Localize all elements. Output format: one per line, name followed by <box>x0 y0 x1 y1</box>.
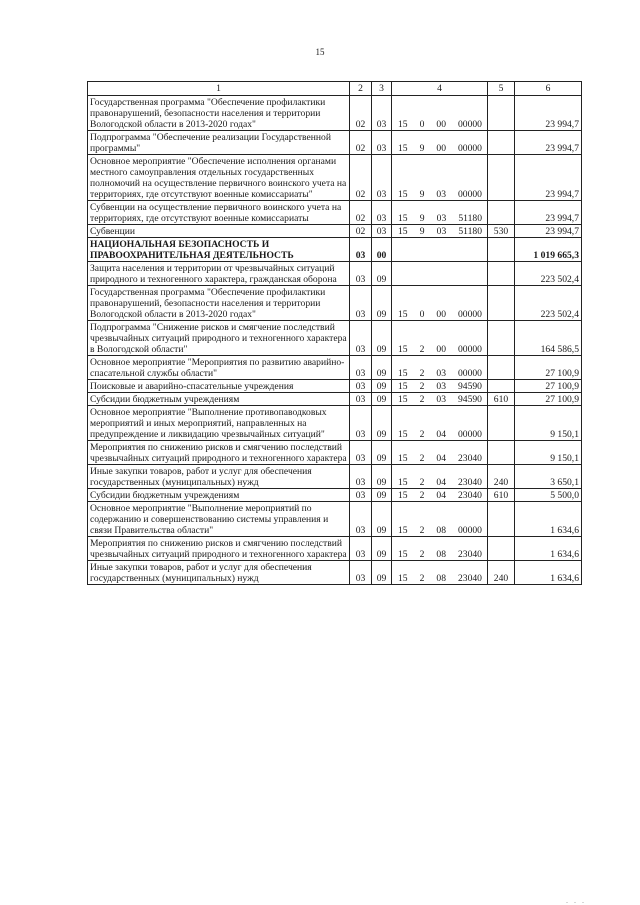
target-article-part: 03 <box>436 394 446 405</box>
expense-type-cell <box>488 96 515 131</box>
amount-cell: 223 502,4 <box>515 262 582 286</box>
target-article-cell <box>392 489 488 502</box>
row-name-cell: Государственная программа "Обеспечение профилактики правонарушений, безопасности населения и территории Вологодской области в 2013-2020 годах" <box>88 286 350 321</box>
table-row <box>88 561 582 585</box>
table-row <box>88 393 582 406</box>
amount-cell: 1 634,6 <box>515 537 582 561</box>
target-article-cell <box>392 201 488 225</box>
expense-type-cell <box>488 441 515 465</box>
target-article-part: 08 <box>436 549 446 560</box>
target-article-part: 00 <box>436 119 446 130</box>
row-name-cell: Основное мероприятие "Выполнение противопаводковых мероприятий и иных мероприятий, направленных на предупреждение и ликвидацию чрезвычайных ситуаций" <box>88 406 350 441</box>
target-article-part: 94590 <box>457 381 482 392</box>
subsection-code-cell: 09 <box>372 489 392 502</box>
target-article-part: 03 <box>436 226 447 237</box>
target-article-cell <box>392 262 488 286</box>
target-article-part: 04 <box>436 477 446 488</box>
expense-type-cell: 240 <box>488 465 515 489</box>
target-article-part: 00 <box>436 344 446 355</box>
scan-artifact: . . . <box>566 896 586 905</box>
target-article-part: 03 <box>436 189 446 200</box>
target-article-part: 9 <box>419 226 425 237</box>
target-article-part: 15 <box>398 525 408 536</box>
target-article-cell <box>392 96 488 131</box>
amount-cell: 27 100,9 <box>515 380 582 393</box>
target-article-cell <box>392 225 488 238</box>
expense-type-cell <box>488 537 515 561</box>
subsection-code-cell: 09 <box>372 380 392 393</box>
target-article-part: 2 <box>419 549 425 560</box>
table-row <box>88 225 582 238</box>
subsection-code-cell: 09 <box>372 502 392 537</box>
target-article-part: 23040 <box>457 453 482 464</box>
section-code-cell: 03 <box>350 393 372 406</box>
table-row <box>88 356 582 380</box>
expense-type-cell <box>488 131 515 155</box>
row-name-cell: Иные закупки товаров, работ и услуг для обеспечения государственных (муниципальных) нужд <box>88 561 350 585</box>
table-row <box>88 238 582 262</box>
expense-type-cell <box>488 406 515 441</box>
target-article-part: 2 <box>419 453 425 464</box>
target-article-part: 23040 <box>457 549 482 560</box>
target-article-part: 00 <box>436 143 446 154</box>
section-code-cell: 03 <box>350 356 372 380</box>
target-article-part: 51180 <box>458 226 482 237</box>
target-article-part: 2 <box>419 344 425 355</box>
expense-type-cell <box>488 286 515 321</box>
target-article-part: 15 <box>398 453 408 464</box>
row-name-cell: Мероприятия по снижению рисков и смягчению последствий чрезвычайных ситуаций природного и техногенного характера <box>88 537 350 561</box>
target-article-part: 2 <box>419 477 425 488</box>
target-article-part: 23040 <box>457 573 482 584</box>
target-article-part: 15 <box>398 143 408 154</box>
expense-type-cell <box>488 356 515 380</box>
subsection-code-cell: 03 <box>372 155 392 201</box>
target-article-part: 15 <box>398 381 408 392</box>
section-code-cell: 03 <box>350 561 372 585</box>
target-article-part: 15 <box>398 429 408 440</box>
row-name-cell: Мероприятия по снижению рисков и смягчению последствий чрезвычайных ситуаций природного и техногенного характера <box>88 441 350 465</box>
target-article-part: 00000 <box>457 368 482 379</box>
target-article-part: 2 <box>419 573 425 584</box>
target-article-part: 9 <box>419 143 425 154</box>
table-row <box>88 96 582 131</box>
target-article-part: 23040 <box>457 490 482 501</box>
section-code-cell: 03 <box>350 537 372 561</box>
subsection-code-cell: 03 <box>372 96 392 131</box>
budget-table <box>87 81 582 585</box>
subsection-code-cell: 09 <box>372 321 392 356</box>
target-article-cell <box>392 502 488 537</box>
expense-type-cell <box>488 502 515 537</box>
column-header: 1 <box>88 82 350 96</box>
target-article-part: 2 <box>419 381 425 392</box>
amount-cell: 23 994,7 <box>515 96 582 131</box>
subsection-code-cell: 09 <box>372 465 392 489</box>
amount-cell: 9 150,1 <box>515 406 582 441</box>
column-header: 3 <box>372 82 392 96</box>
section-code-cell: 02 <box>350 225 372 238</box>
target-article-part: 00000 <box>457 309 482 320</box>
expense-type-cell <box>488 201 515 225</box>
expense-type-cell <box>488 380 515 393</box>
subsection-code-cell: 09 <box>372 406 392 441</box>
target-article-part: 2 <box>419 525 425 536</box>
target-article-cell <box>392 238 488 262</box>
target-article-cell <box>392 286 488 321</box>
row-name-cell: Субвенции <box>88 225 350 238</box>
table-row <box>88 465 582 489</box>
amount-cell: 23 994,7 <box>515 155 582 201</box>
row-name-cell: Субвенции на осуществление первичного воинского учета на территориях, где отсутствуют военные комиссариаты <box>88 201 350 225</box>
target-article-part: 15 <box>398 549 408 560</box>
target-article-part: 00000 <box>457 525 482 536</box>
target-article-part: 00000 <box>457 189 482 200</box>
row-name-cell: Иные закупки товаров, работ и услуг для обеспечения государственных (муниципальных) нужд <box>88 465 350 489</box>
table-row <box>88 262 582 286</box>
row-name-cell: Государственная программа "Обеспечение профилактики правонарушений, безопасности населения и территории Вологодской области в 2013-2020 годах" <box>88 96 350 131</box>
target-article-part: 03 <box>436 368 446 379</box>
subsection-code-cell: 03 <box>372 201 392 225</box>
table-header-row <box>88 82 582 96</box>
expense-type-cell <box>488 238 515 262</box>
target-article-cell <box>392 465 488 489</box>
target-article-part: 15 <box>398 477 408 488</box>
subsection-code-cell: 00 <box>372 238 392 262</box>
amount-cell: 1 634,6 <box>515 561 582 585</box>
row-name-cell: Подпрограмма "Обеспечение реализации Государственной программы" <box>88 131 350 155</box>
amount-cell: 5 500,0 <box>515 489 582 502</box>
target-article-part: 00 <box>436 309 446 320</box>
amount-cell: 23 994,7 <box>515 225 582 238</box>
subsection-code-cell: 09 <box>372 561 392 585</box>
target-article-part: 03 <box>436 381 446 392</box>
column-header: 6 <box>515 82 582 96</box>
subsection-code-cell: 09 <box>372 262 392 286</box>
section-code-cell: 02 <box>350 96 372 131</box>
section-code-cell: 03 <box>350 380 372 393</box>
row-name-cell: Подпрограмма "Снижение рисков и смягчение последствий чрезвычайных ситуаций природного и техногенного характера в Вологодской области" <box>88 321 350 356</box>
subsection-code-cell: 03 <box>372 131 392 155</box>
target-article-part: 00000 <box>457 143 482 154</box>
target-article-cell <box>392 131 488 155</box>
expense-type-cell <box>488 262 515 286</box>
target-article-part: 15 <box>398 309 408 320</box>
target-article-cell <box>392 561 488 585</box>
subsection-code-cell: 09 <box>372 286 392 321</box>
target-article-cell <box>392 155 488 201</box>
table-row <box>88 489 582 502</box>
table-row <box>88 321 582 356</box>
table-row <box>88 131 582 155</box>
subsection-code-cell: 09 <box>372 537 392 561</box>
page-number: 15 <box>315 47 325 57</box>
target-article-part: 15 <box>398 573 408 584</box>
row-name-cell: НАЦИОНАЛЬНАЯ БЕЗОПАСНОСТЬ И ПРАВООХРАНИТЕЛЬНАЯ ДЕЯТЕЛЬНОСТЬ <box>88 238 350 262</box>
target-article-part: 15 <box>398 226 408 237</box>
amount-cell: 23 994,7 <box>515 131 582 155</box>
target-article-part: 94590 <box>457 394 482 405</box>
expense-type-cell <box>488 155 515 201</box>
target-article-cell <box>392 441 488 465</box>
target-article-part: 15 <box>398 490 408 501</box>
row-name-cell: Субсидии бюджетным учреждениям <box>88 393 350 406</box>
target-article-part: 2 <box>419 368 425 379</box>
target-article-part: 00000 <box>457 119 482 130</box>
row-name-cell: Субсидии бюджетным учреждениям <box>88 489 350 502</box>
target-article-cell <box>392 537 488 561</box>
target-article-part: 03 <box>436 213 447 224</box>
section-code-cell: 02 <box>350 201 372 225</box>
target-article-part: 04 <box>436 490 446 501</box>
section-code-cell: 03 <box>350 321 372 356</box>
target-article-cell <box>392 406 488 441</box>
subsection-code-cell: 09 <box>372 356 392 380</box>
section-code-cell: 03 <box>350 502 372 537</box>
amount-cell: 23 994,7 <box>515 201 582 225</box>
amount-cell: 27 100,9 <box>515 356 582 380</box>
target-article-cell <box>392 321 488 356</box>
amount-cell: 223 502,4 <box>515 286 582 321</box>
table-row <box>88 155 582 201</box>
target-article-part: 15 <box>398 344 408 355</box>
table-row <box>88 537 582 561</box>
target-article-part: 9 <box>419 213 425 224</box>
expense-type-cell <box>488 321 515 356</box>
section-code-cell: 02 <box>350 131 372 155</box>
section-code-cell: 03 <box>350 262 372 286</box>
section-code-cell: 03 <box>350 441 372 465</box>
target-article-part: 15 <box>398 189 408 200</box>
expense-type-cell: 530 <box>488 225 515 238</box>
table-row <box>88 201 582 225</box>
target-article-cell <box>392 393 488 406</box>
column-header: 4 <box>392 82 488 96</box>
section-code-cell: 03 <box>350 286 372 321</box>
table-row <box>88 502 582 537</box>
target-article-part: 2 <box>419 490 425 501</box>
target-article-part: 08 <box>436 525 446 536</box>
row-name-cell: Поисковые и аварийно-спасательные учреждения <box>88 380 350 393</box>
target-article-part: 0 <box>419 309 425 320</box>
subsection-code-cell: 09 <box>372 441 392 465</box>
row-name-cell: Защита населения и территории от чрезвычайных ситуаций природного и техногенного характера, гражданская оборона <box>88 262 350 286</box>
expense-type-cell: 610 <box>488 393 515 406</box>
section-code-cell: 03 <box>350 489 372 502</box>
target-article-part: 00000 <box>457 344 482 355</box>
target-article-part: 15 <box>398 119 408 130</box>
expense-type-cell: 240 <box>488 561 515 585</box>
section-code-cell: 03 <box>350 406 372 441</box>
column-header: 2 <box>350 82 372 96</box>
target-article-part: 00000 <box>457 429 482 440</box>
table-row <box>88 286 582 321</box>
section-code-cell: 02 <box>350 155 372 201</box>
subsection-code-cell: 09 <box>372 393 392 406</box>
target-article-cell <box>392 380 488 393</box>
subsection-code-cell: 03 <box>372 225 392 238</box>
target-article-part: 08 <box>436 573 446 584</box>
row-name-cell: Основное мероприятие "Выполнение мероприятий по содержанию и совершенствованию системы управления и связи Правительства области" <box>88 502 350 537</box>
section-code-cell: 03 <box>350 465 372 489</box>
table-row <box>88 380 582 393</box>
target-article-cell <box>392 356 488 380</box>
target-article-part: 0 <box>419 119 425 130</box>
row-name-cell: Основное мероприятие "Мероприятия по развитию аварийно-спасательной службы области" <box>88 356 350 380</box>
amount-cell: 3 650,1 <box>515 465 582 489</box>
target-article-part: 51180 <box>458 213 482 224</box>
target-article-part: 04 <box>436 453 446 464</box>
amount-cell: 1 634,6 <box>515 502 582 537</box>
row-name-cell: Основное мероприятие "Обеспечение исполнения органами местного самоуправления отдельных государственных полномочий на осуществление первичного воинского учета на территориях, где отсутствуют военные комиссариаты" <box>88 155 350 201</box>
amount-cell: 1 019 665,3 <box>515 238 582 262</box>
target-article-part: 2 <box>419 394 425 405</box>
target-article-part: 15 <box>398 368 408 379</box>
expense-type-cell: 610 <box>488 489 515 502</box>
table-row <box>88 441 582 465</box>
amount-cell: 27 100,9 <box>515 393 582 406</box>
amount-cell: 9 150,1 <box>515 441 582 465</box>
target-article-part: 15 <box>398 394 408 405</box>
table-row <box>88 406 582 441</box>
target-article-part: 23040 <box>457 477 482 488</box>
column-header: 5 <box>488 82 515 96</box>
section-code-cell: 03 <box>350 238 372 262</box>
amount-cell: 164 586,5 <box>515 321 582 356</box>
target-article-part: 15 <box>398 213 408 224</box>
target-article-part: 04 <box>436 429 446 440</box>
target-article-part: 2 <box>419 429 425 440</box>
target-article-part: 9 <box>419 189 425 200</box>
